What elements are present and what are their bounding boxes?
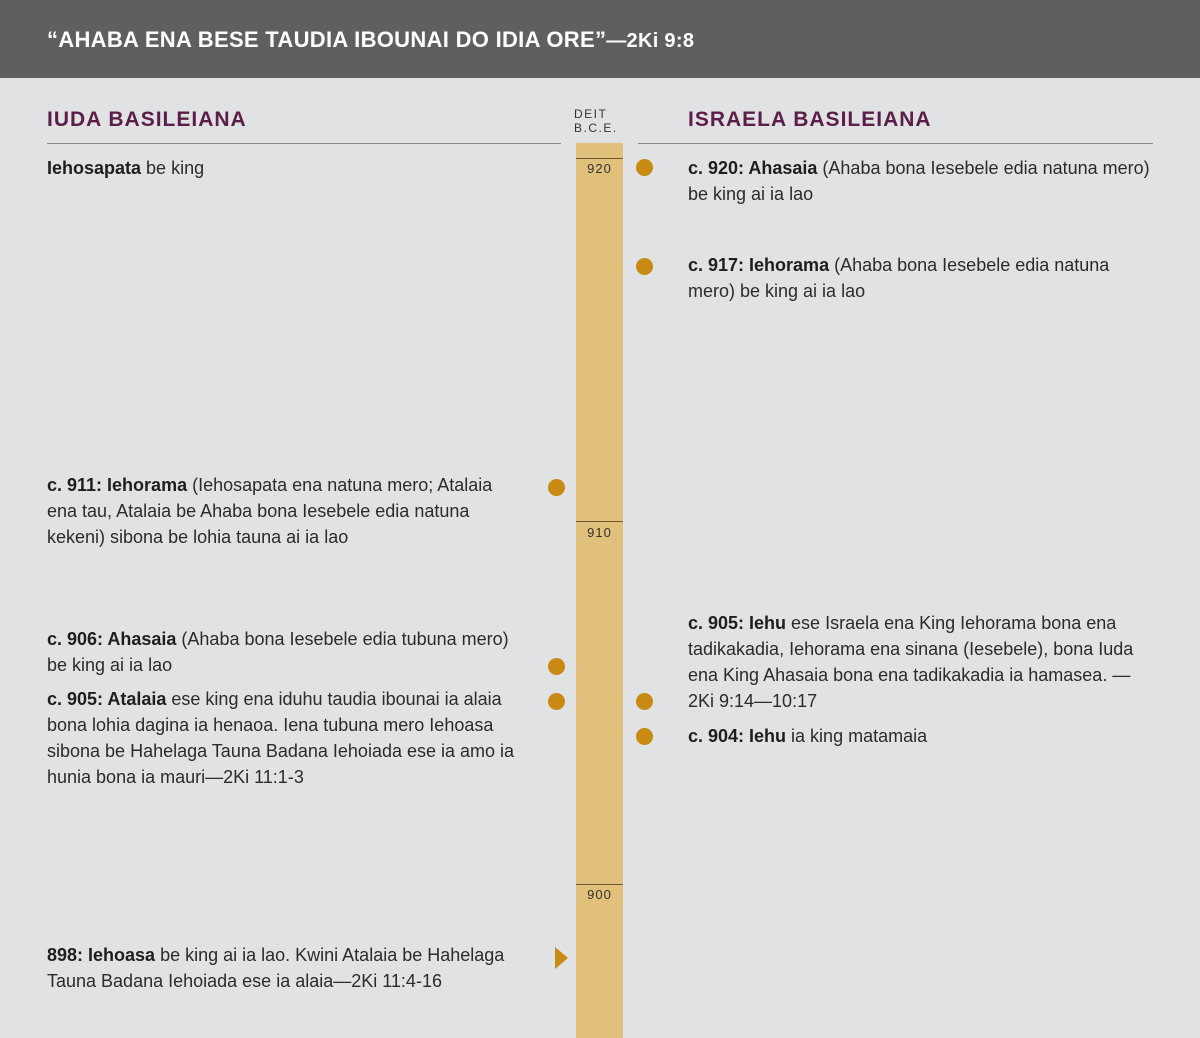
timeline-unit-label <box>574 107 618 135</box>
marker-dot-iehu-904 <box>636 728 653 745</box>
year-label-920: 920 <box>587 161 612 176</box>
entry-text: be king <box>141 158 205 178</box>
entry-text: ia king matamaia <box>786 726 928 746</box>
entry-heading: 898: Iehoasa <box>47 945 156 965</box>
entry-heading: c. 920: Ahasaia <box>688 158 818 178</box>
timeline-bar <box>576 143 623 1038</box>
entry-text: (Ahaba bona Iesebele edia natuna mero) be king ai ia lao <box>688 255 1110 301</box>
entry-text: (Ahaba bona Iesebele edia tubuna mero) be king ai ia lao <box>47 629 509 675</box>
entry-heading: Iehosapata <box>47 158 142 178</box>
page-title <box>47 27 694 53</box>
marker-dot-ahasaia-iuda <box>548 658 565 675</box>
entry-text: ese Israela ena King Iehorama bona ena tadikakadia, Iehorama ena sinana (Iesebele), bona Iuda ena King Ahasaia bona ena tadikakadia ia hamasea. —2Ki 9:14—10:17 <box>688 613 1134 711</box>
entry-text: (Iehosapata ena natuna mero; Atalaia ena tau, Atalaia be Ahaba bona Iesebele edia natuna kekeni) sibona be lohia tauna ai ia lao <box>47 475 493 547</box>
right-entry-ahasaia <box>688 155 1163 207</box>
right-entry-iehu-904 <box>688 723 1148 749</box>
marker-dot-atalaia <box>548 693 565 710</box>
header-banner <box>0 0 1200 78</box>
right-column-heading: ISRAELA BASILEIANA <box>688 108 932 131</box>
marker-dot-iehorama-israela <box>636 258 653 275</box>
timeline-unit-line2: B.C.E. <box>574 121 618 135</box>
entry-heading: c. 905: Atalaia <box>47 689 167 709</box>
marker-dot-ahasaia-israela <box>636 159 653 176</box>
year-label-910: 910 <box>587 525 612 540</box>
left-column-heading: IUDA BASILEIANA <box>47 108 247 131</box>
entry-text: (Ahaba bona Iesebele edia natuna mero) be king ai ia lao <box>688 158 1150 204</box>
entry-heading: c. 911: Iehorama <box>47 475 188 495</box>
year-tick-910 <box>576 521 623 522</box>
marker-dot-iehorama-iuda <box>548 479 565 496</box>
entry-heading: c. 906: Ahasaia <box>47 629 177 649</box>
right-entry-iehu-905 <box>688 610 1148 714</box>
year-tick-900 <box>576 884 623 885</box>
right-heading-rule <box>638 143 1153 144</box>
entry-heading: c. 917: Iehorama <box>688 255 830 275</box>
year-label-900: 900 <box>587 887 612 902</box>
right-entry-iehorama <box>688 252 1143 304</box>
entry-text: ese king ena iduhu taudia ibounai ia alaia bona lohia dagina ia henaoa. Iena tubuna mero Iehoasa sibona be Hahelaga Tauna Badana Iehoiada ese ia amo ia hunia bona ia mauri—2Ki 11:1-3 <box>47 689 515 787</box>
timeline-unit-line1: DEIT <box>574 107 608 121</box>
left-entry-iehorama <box>47 472 517 550</box>
marker-dot-iehu-905 <box>636 693 653 710</box>
title-text: “AHABA ENA BESE TAUDIA IBOUNAI DO IDIA ORE” <box>47 27 607 52</box>
marker-arrow-iehoasa <box>555 947 568 969</box>
left-entry-iehosapata <box>47 155 527 181</box>
entry-heading: c. 904: Iehu <box>688 726 787 746</box>
title-reference: —2Ki 9:8 <box>606 30 695 52</box>
left-entry-ahasaia <box>47 626 527 678</box>
entry-text: be king ai ia lao. Kwini Atalaia be Hahelaga Tauna Badana Iehoiada ese ia alaia—2Ki 11:4-16 <box>47 945 505 991</box>
year-tick-920 <box>576 158 623 159</box>
left-entry-iehoasa <box>47 942 527 994</box>
left-heading-rule <box>47 143 561 144</box>
left-entry-atalaia <box>47 686 527 790</box>
entry-heading: c. 905: Iehu <box>688 613 787 633</box>
